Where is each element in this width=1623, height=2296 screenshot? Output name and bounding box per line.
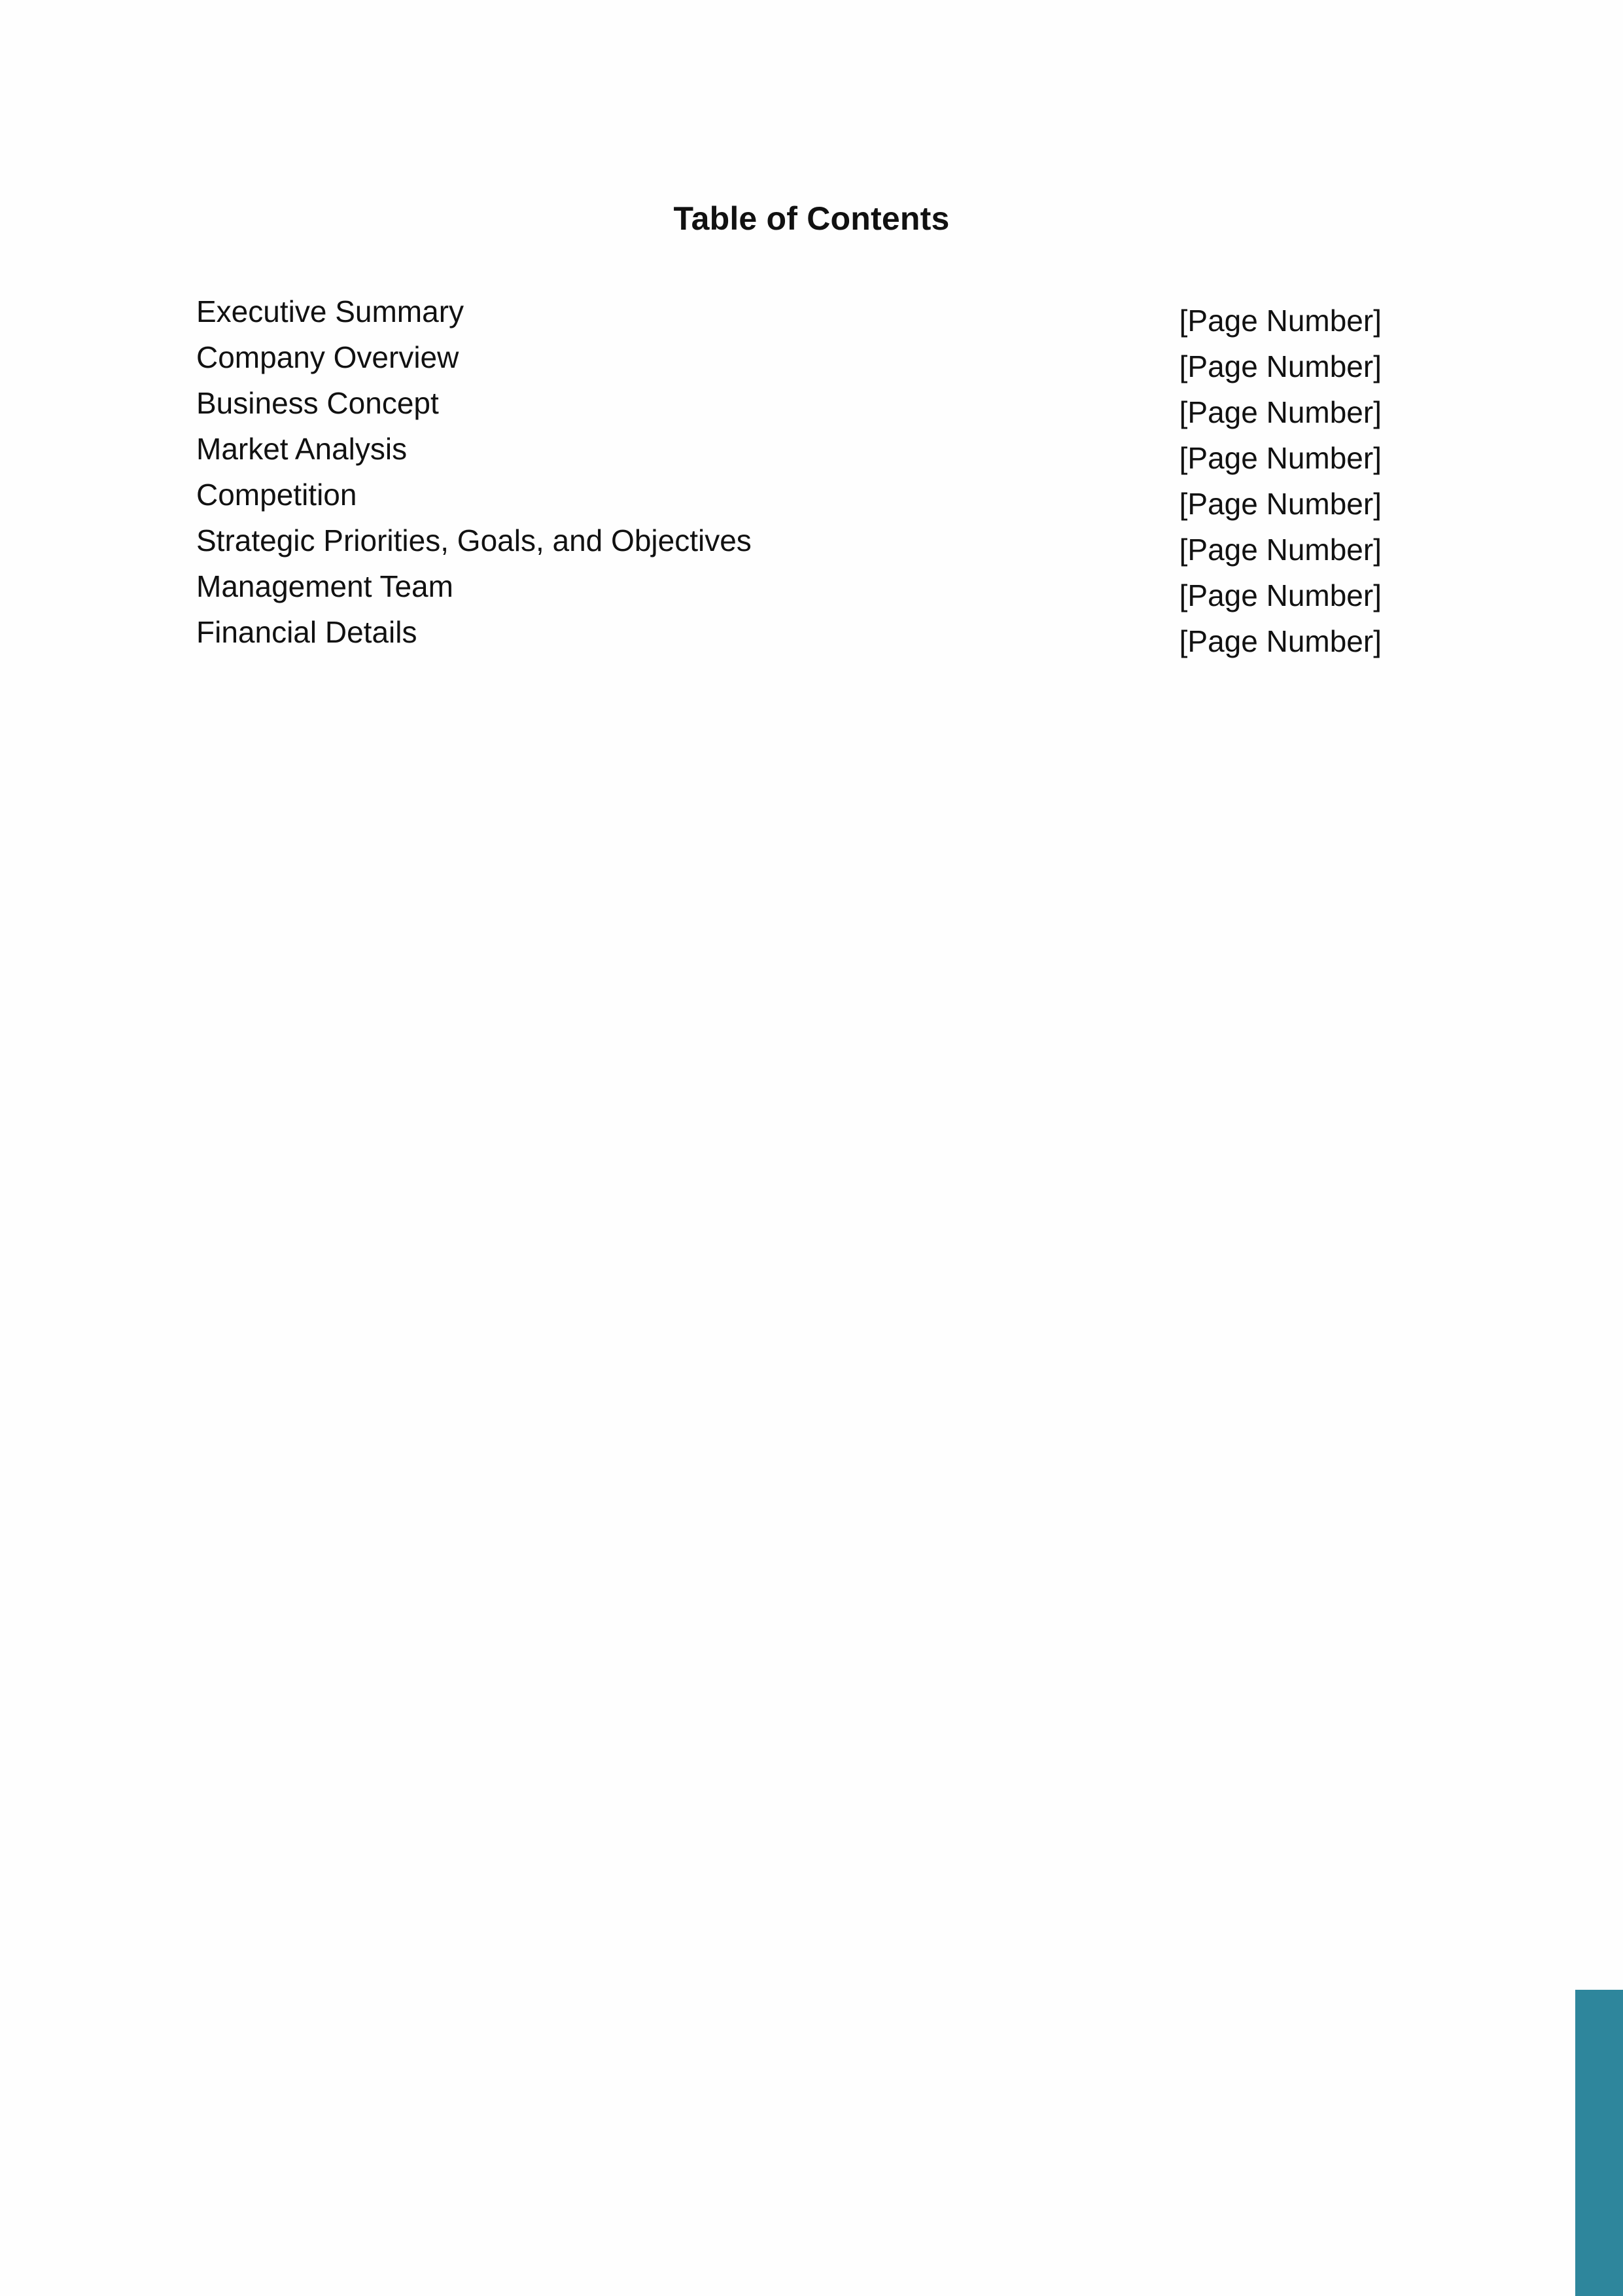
- toc-title: Table of Contents: [673, 200, 950, 237]
- toc-entry-label: Financial Details: [196, 615, 417, 649]
- toc-entry-label: Competition: [196, 478, 357, 512]
- toc-entry-page-number: [Page Number]: [1179, 349, 1382, 383]
- toc-entry-page-number: [Page Number]: [1179, 624, 1382, 658]
- toc-entry-page-number: [Page Number]: [1179, 395, 1382, 429]
- toc-entry: [196, 521, 1382, 567]
- toc-list: [196, 292, 1382, 658]
- toc-entry: [196, 429, 1382, 475]
- toc-entry: [196, 383, 1382, 429]
- toc-entry-page-number: [Page Number]: [1179, 487, 1382, 521]
- toc-entry: [196, 475, 1382, 521]
- toc-entry-label: Management Team: [196, 569, 453, 603]
- toc-entry: [196, 338, 1382, 383]
- toc-entry-label: Strategic Priorities, Goals, and Objectives: [196, 523, 752, 557]
- toc-entry-page-number: [Page Number]: [1179, 533, 1382, 567]
- toc-entry-label: Company Overview: [196, 340, 459, 374]
- toc-entry-page-number: [Page Number]: [1179, 441, 1382, 475]
- toc-entry-page-number: [Page Number]: [1179, 578, 1382, 612]
- toc-entry-label: Business Concept: [196, 386, 439, 420]
- accent-side-bar: [1575, 1990, 1623, 2296]
- toc-entry-label: Executive Summary: [196, 294, 464, 328]
- toc-entry: [196, 292, 1382, 338]
- toc-entry-label: Market Analysis: [196, 432, 408, 466]
- toc-entry: [196, 567, 1382, 612]
- toc-entry: [196, 612, 1382, 658]
- toc-entry-page-number: [Page Number]: [1179, 304, 1382, 338]
